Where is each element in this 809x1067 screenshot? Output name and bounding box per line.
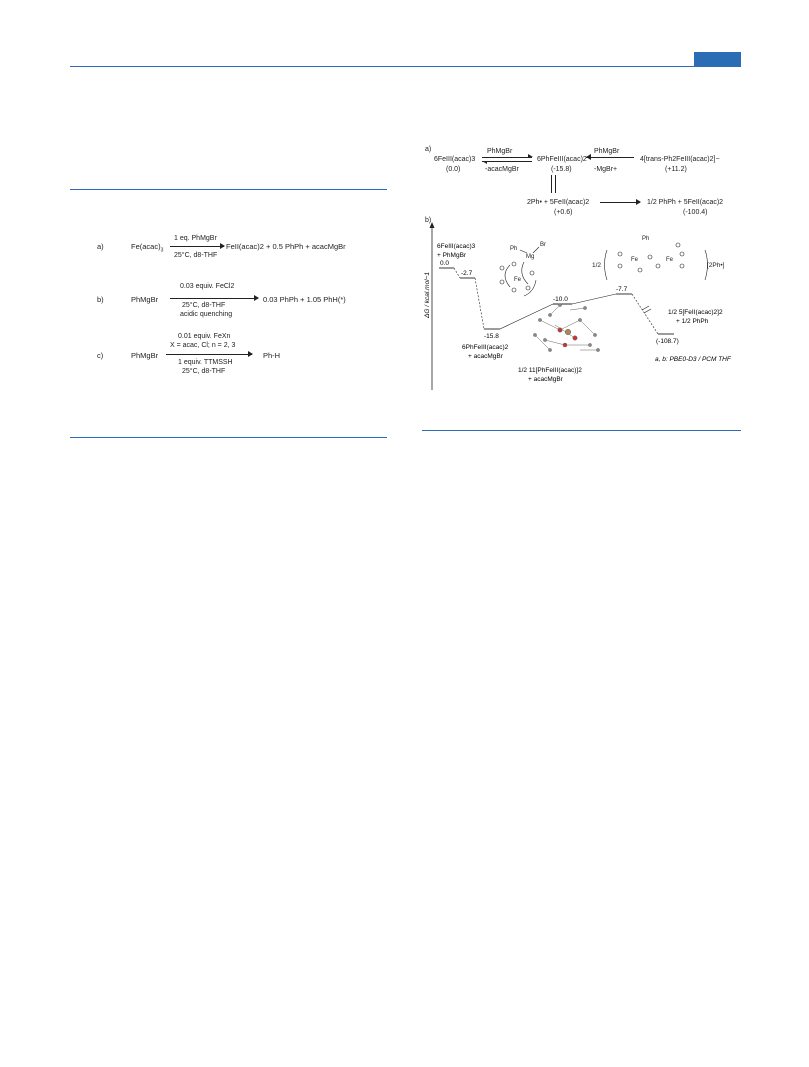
equilibrium-arrow-forward	[482, 157, 532, 158]
equilibrium-arrowhead-backward	[482, 161, 487, 164]
svg-text:Fe: Fe	[631, 257, 639, 263]
label-ph-fe: Ph	[642, 236, 650, 242]
species-final: 1/2 PhPh + 5FeII(acac)2	[647, 199, 724, 206]
species-fe3-acac3-energy: (0.0)	[446, 166, 461, 173]
scheme-c-arrowhead	[248, 351, 253, 357]
arrow-right-head	[586, 154, 591, 160]
species-trans-energy: (+11.2)	[665, 166, 687, 173]
connector-2	[475, 278, 484, 329]
species-trans: 4[trans-Ph2FeIII(acac)2]−	[640, 156, 720, 163]
scheme-b-arrow-bottom-2: acidic quenching	[180, 311, 233, 318]
energy-minus-108-7: (-108.7)	[656, 338, 679, 345]
left-scheme-bottom-rule	[70, 437, 387, 438]
scheme-c-product: Ph-H	[263, 351, 281, 360]
scheme-b-label: b)	[97, 295, 104, 304]
label-product: 1/2 5[FeII(acac)2]2	[668, 309, 723, 316]
scheme-a-reactant: $Fe(acac)_3$	[131, 242, 164, 254]
header-rule	[70, 66, 741, 67]
label-br: Br	[540, 242, 546, 248]
label-product-2: + 1/2 PhPh	[676, 318, 709, 325]
right-a-label: a)	[425, 146, 432, 153]
scheme-c-label: c)	[97, 351, 104, 360]
mg-complex-structure	[500, 242, 546, 296]
axis-break-1	[642, 306, 649, 310]
species-final-energy: (-100.4)	[683, 209, 708, 216]
scheme-c-arrow-top-2: X = acac, Cl; n = 2, 3	[170, 342, 236, 349]
species-phfe-energy: (-15.8)	[551, 166, 572, 173]
scheme-a-label: a)	[97, 242, 104, 251]
label-ph-mg: Ph	[510, 246, 518, 252]
radical-to-final-arrowhead	[636, 199, 641, 205]
species-radical-energy: (+0.6)	[554, 209, 573, 216]
arrow-backward-bottom: -acacMgBr	[485, 166, 519, 173]
label-half: 1/2	[592, 262, 602, 269]
equilibrium-arrowhead-forward	[528, 154, 533, 157]
equilibrium-arrow-backward	[482, 161, 532, 162]
right-b-label: b)	[425, 217, 432, 224]
energy-minus-7-7: -7.7	[616, 286, 628, 293]
scheme-a-product: FeII(acac)2 + 0.5 PhPh + acacMgBr	[226, 242, 346, 251]
species-radical: 2Ph• + 5FeII(acac)2	[527, 199, 590, 206]
scheme-b-reactant: PhMgBr	[131, 295, 159, 304]
radical-to-final-arrow	[600, 202, 640, 203]
scheme-b-arrowhead	[254, 295, 259, 301]
label-intermediate-2: + acacMgBr	[468, 353, 503, 360]
energy-diagram	[420, 220, 745, 420]
scheme-c-reactant: PhMgBr	[131, 351, 159, 360]
connector-5	[632, 294, 658, 334]
species-phfe: 6PhFeIII(acac)2	[537, 156, 587, 163]
y-axis-label: ΔG / kcal.mol−1	[424, 271, 431, 319]
scheme-b-product: 0.03 PhPh + 1.05 PhH(*)	[263, 295, 346, 304]
label-dimer-2: + acacMgBr	[528, 376, 563, 383]
vertical-equilibrium-right	[555, 175, 556, 193]
vertical-equilibrium-left	[551, 175, 552, 193]
scheme-c-arrow-bottom-1: 1 equiv. TTMSSH	[178, 359, 233, 366]
connector-4	[572, 294, 616, 304]
energy-0-0: 0.0	[440, 260, 450, 267]
arrow-right-bottom: -MgBr+	[594, 166, 618, 173]
axis-break-2	[644, 309, 651, 313]
scheme-c-arrow-top-1: 0.01 equiv. FeXn	[178, 333, 231, 340]
label-dimer: 1/2 11[PhFeIII(acac)]2	[518, 367, 582, 374]
arrow-right-top: PhMgBr	[594, 148, 620, 155]
right-scheme-bottom-rule	[422, 430, 741, 431]
scheme-b-arrow-top: 0.03 equiv. FeCl2	[180, 283, 235, 290]
scheme-a-arrow	[170, 246, 224, 247]
scheme-a-arrow-bottom: 25°C, d8-THF	[174, 252, 218, 259]
dimer-3d-structure	[533, 303, 599, 351]
left-scheme-top-rule	[70, 189, 387, 190]
label-intermediate: 6PhFeIII(acac)2	[462, 344, 509, 351]
arrow-right-line	[586, 157, 634, 158]
connector-3	[500, 304, 553, 329]
label-start: 6FeIII(acac)3	[437, 243, 476, 250]
scheme-b-arrow	[170, 298, 258, 299]
y-axis-arrowhead	[430, 222, 435, 228]
energy-minus-2-7: -2.7	[461, 270, 473, 277]
connector-1	[454, 268, 460, 278]
dimer-anion-structure	[592, 236, 725, 280]
label-method: a, b: PBE0-D3 / PCM THF	[655, 356, 731, 363]
label-start-2: + PhMgBr	[437, 252, 467, 259]
label-ph-radical: [2Ph•]	[707, 262, 725, 269]
svg-text:Fe: Fe	[666, 257, 674, 263]
arrow-forward-top: PhMgBr	[487, 148, 513, 155]
scheme-a-arrow-top: 1 eq. PhMgBr	[174, 235, 217, 242]
svg-text:Fe: Fe	[514, 277, 522, 283]
scheme-a-arrowhead	[220, 243, 225, 249]
header-tab	[694, 52, 741, 66]
scheme-b-arrow-bottom-1: 25°C, d8-THF	[182, 302, 226, 309]
scheme-c-arrow-bottom-2: 25°C, d8-THF	[182, 368, 226, 375]
energy-minus-15-8: -15.8	[484, 333, 499, 340]
species-fe3-acac3: 6FeIII(acac)3	[434, 156, 476, 163]
scheme-c-arrow	[166, 354, 252, 355]
label-mg: Mg	[526, 254, 535, 260]
energy-minus-10-0: -10.0	[553, 296, 568, 303]
